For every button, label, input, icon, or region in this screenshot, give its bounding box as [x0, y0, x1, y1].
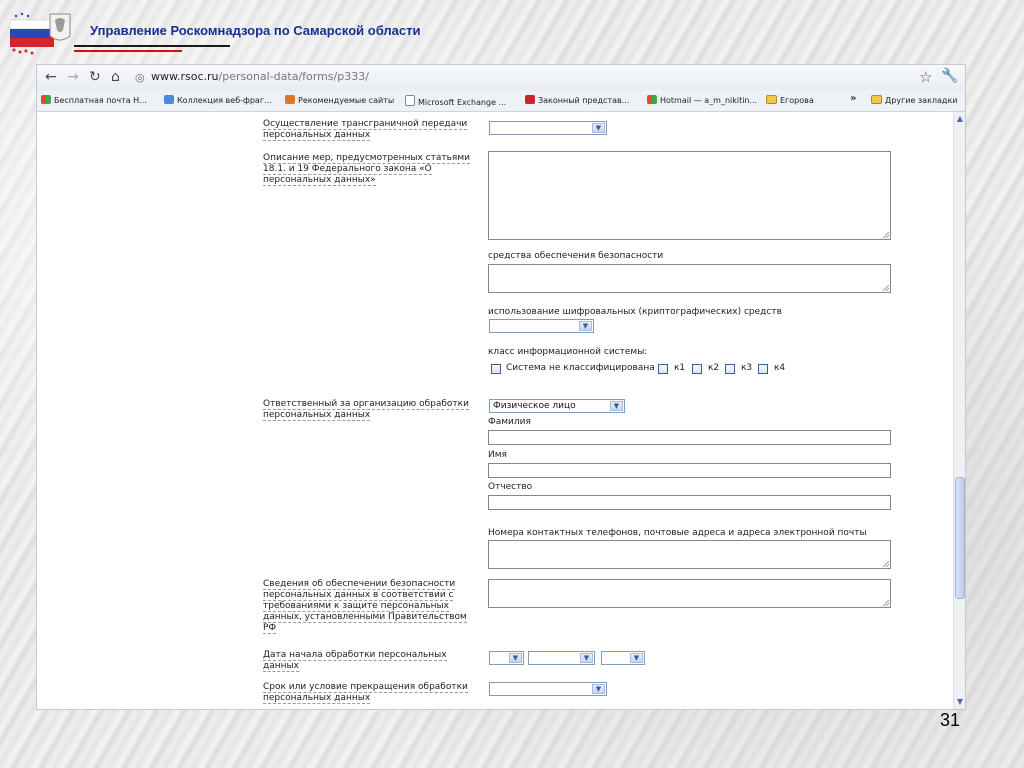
- windows-icon: [647, 95, 657, 104]
- home-icon[interactable]: ⌂: [111, 69, 120, 85]
- reload-icon[interactable]: ↻: [89, 69, 101, 85]
- scroll-up-icon[interactable]: ▲: [956, 114, 964, 123]
- surname-label: Фамилия: [488, 417, 531, 427]
- forward-arrow-icon[interactable]: →: [67, 69, 79, 85]
- browser-window: [36, 64, 966, 710]
- class-k1-label: к1: [674, 363, 686, 373]
- transborder-select[interactable]: [489, 121, 607, 135]
- responsible-type-select[interactable]: Физическое лицо ▼: [489, 399, 625, 413]
- folder-icon: [766, 95, 777, 104]
- name-input[interactable]: [488, 463, 891, 478]
- chevron-down-icon: ▼: [592, 123, 605, 133]
- bookmarks-bar: [37, 91, 965, 112]
- address-bar[interactable]: [151, 70, 369, 83]
- bookmark-item[interactable]: Законный представ...: [525, 95, 629, 105]
- class-k2-label: к2: [708, 363, 720, 373]
- other-bookmarks[interactable]: Другие закладки: [871, 95, 958, 105]
- term-label: Срок или условие прекращения обработки персональных данных: [263, 682, 468, 703]
- measures-label: Описание мер, предусмотренных статьями 18.1. и 19 Федерального закона «О персональных данных»: [263, 153, 470, 185]
- class-k3-label: к3: [741, 363, 753, 373]
- class-k4-checkbox[interactable]: [758, 364, 768, 374]
- name-label: Имя: [488, 450, 507, 460]
- folder-icon: [871, 95, 882, 104]
- bookmark-item[interactable]: Егорова: [766, 95, 814, 105]
- class-k3-checkbox[interactable]: [725, 364, 735, 374]
- vertical-scrollbar[interactable]: [953, 112, 966, 709]
- slide-page-number: 31: [940, 710, 961, 730]
- slide-title: Управление Роскомнадзора по Самарской области: [90, 23, 421, 38]
- contacts-label: Номера контактных телефонов, почтовые адреса и адреса электронной почты: [488, 528, 867, 538]
- scroll-down-icon[interactable]: ▼: [956, 697, 964, 706]
- more-bookmarks-chevron-icon[interactable]: »: [850, 93, 857, 104]
- class-unclassified-checkbox[interactable]: [491, 364, 501, 374]
- title-underline-red: [74, 50, 182, 52]
- roskomnadzor-logo-icon: [10, 10, 74, 56]
- security-means-textarea[interactable]: [488, 264, 891, 293]
- wrench-menu-icon[interactable]: 🔧: [941, 68, 959, 84]
- page-globe-icon: ◎: [135, 71, 145, 84]
- surname-input[interactable]: [488, 430, 891, 445]
- browser-toolbar: [37, 65, 965, 92]
- gallery-icon: [164, 95, 174, 104]
- scrollbar-thumb[interactable]: [955, 477, 965, 599]
- security-info-label: Сведения об обеспечении безопасности персональных данных в соответствии с требованиями к защите персональных данных, установленными Правительством РФ: [263, 579, 467, 633]
- chevron-down-icon: ▼: [630, 653, 643, 663]
- patronymic-input[interactable]: [488, 495, 891, 510]
- security-means-label: средства обеспечения безопасности: [488, 251, 664, 261]
- term-select[interactable]: [489, 682, 607, 696]
- bookmark-item[interactable]: Коллекция веб-фраг...: [164, 95, 272, 105]
- url-path: /personal-data/forms/p333/: [218, 70, 369, 83]
- start-year-select[interactable]: [601, 651, 645, 665]
- responsible-label: Ответственный за организацию обработки персональных данных: [263, 399, 469, 420]
- recommended-icon: [285, 95, 295, 104]
- bookmark-item[interactable]: Hotmail — a_m_nikitin...: [647, 95, 757, 105]
- page-content: [37, 112, 953, 709]
- bookmark-star-icon[interactable]: ☆: [919, 68, 933, 86]
- info-class-label: класс информационной системы:: [488, 347, 648, 357]
- law-icon: [525, 95, 535, 104]
- class-k4-label: к4: [774, 363, 786, 373]
- class-k1-checkbox[interactable]: [658, 364, 668, 374]
- chevron-down-icon: ▼: [610, 401, 623, 411]
- chevron-down-icon: ▼: [592, 684, 605, 694]
- chevron-down-icon: ▼: [509, 653, 522, 663]
- transborder-label: Осуществление трансграничной передачи персональных данных: [263, 119, 468, 140]
- crypto-select[interactable]: [489, 319, 594, 333]
- crypto-label: использование шифровальных (криптографических) средств: [488, 307, 782, 317]
- patronymic-label: Отчество: [488, 482, 533, 492]
- url-host: www.rsoc.ru: [151, 70, 219, 83]
- bookmark-item[interactable]: Рекомендуемые сайты: [285, 95, 394, 105]
- back-arrow-icon[interactable]: ←: [45, 69, 57, 85]
- start-day-select[interactable]: [489, 651, 524, 665]
- chevron-down-icon: ▼: [579, 321, 592, 331]
- windows-icon: [41, 95, 51, 104]
- measures-textarea[interactable]: [488, 151, 891, 240]
- bookmark-item[interactable]: Бесплатная почта Н...: [41, 95, 147, 105]
- document-icon: [405, 95, 415, 106]
- start-month-select[interactable]: [528, 651, 595, 665]
- contacts-textarea[interactable]: [488, 540, 891, 569]
- chevron-down-icon: ▼: [580, 653, 593, 663]
- start-date-label: Дата начала обработки персональных данных: [263, 650, 447, 671]
- title-underline-black: [74, 45, 230, 47]
- class-unclassified-label: Система не классифицирована: [506, 363, 655, 373]
- class-k2-checkbox[interactable]: [692, 364, 702, 374]
- security-info-textarea[interactable]: [488, 579, 891, 608]
- bookmark-item[interactable]: Microsoft Exchange ...: [405, 95, 506, 107]
